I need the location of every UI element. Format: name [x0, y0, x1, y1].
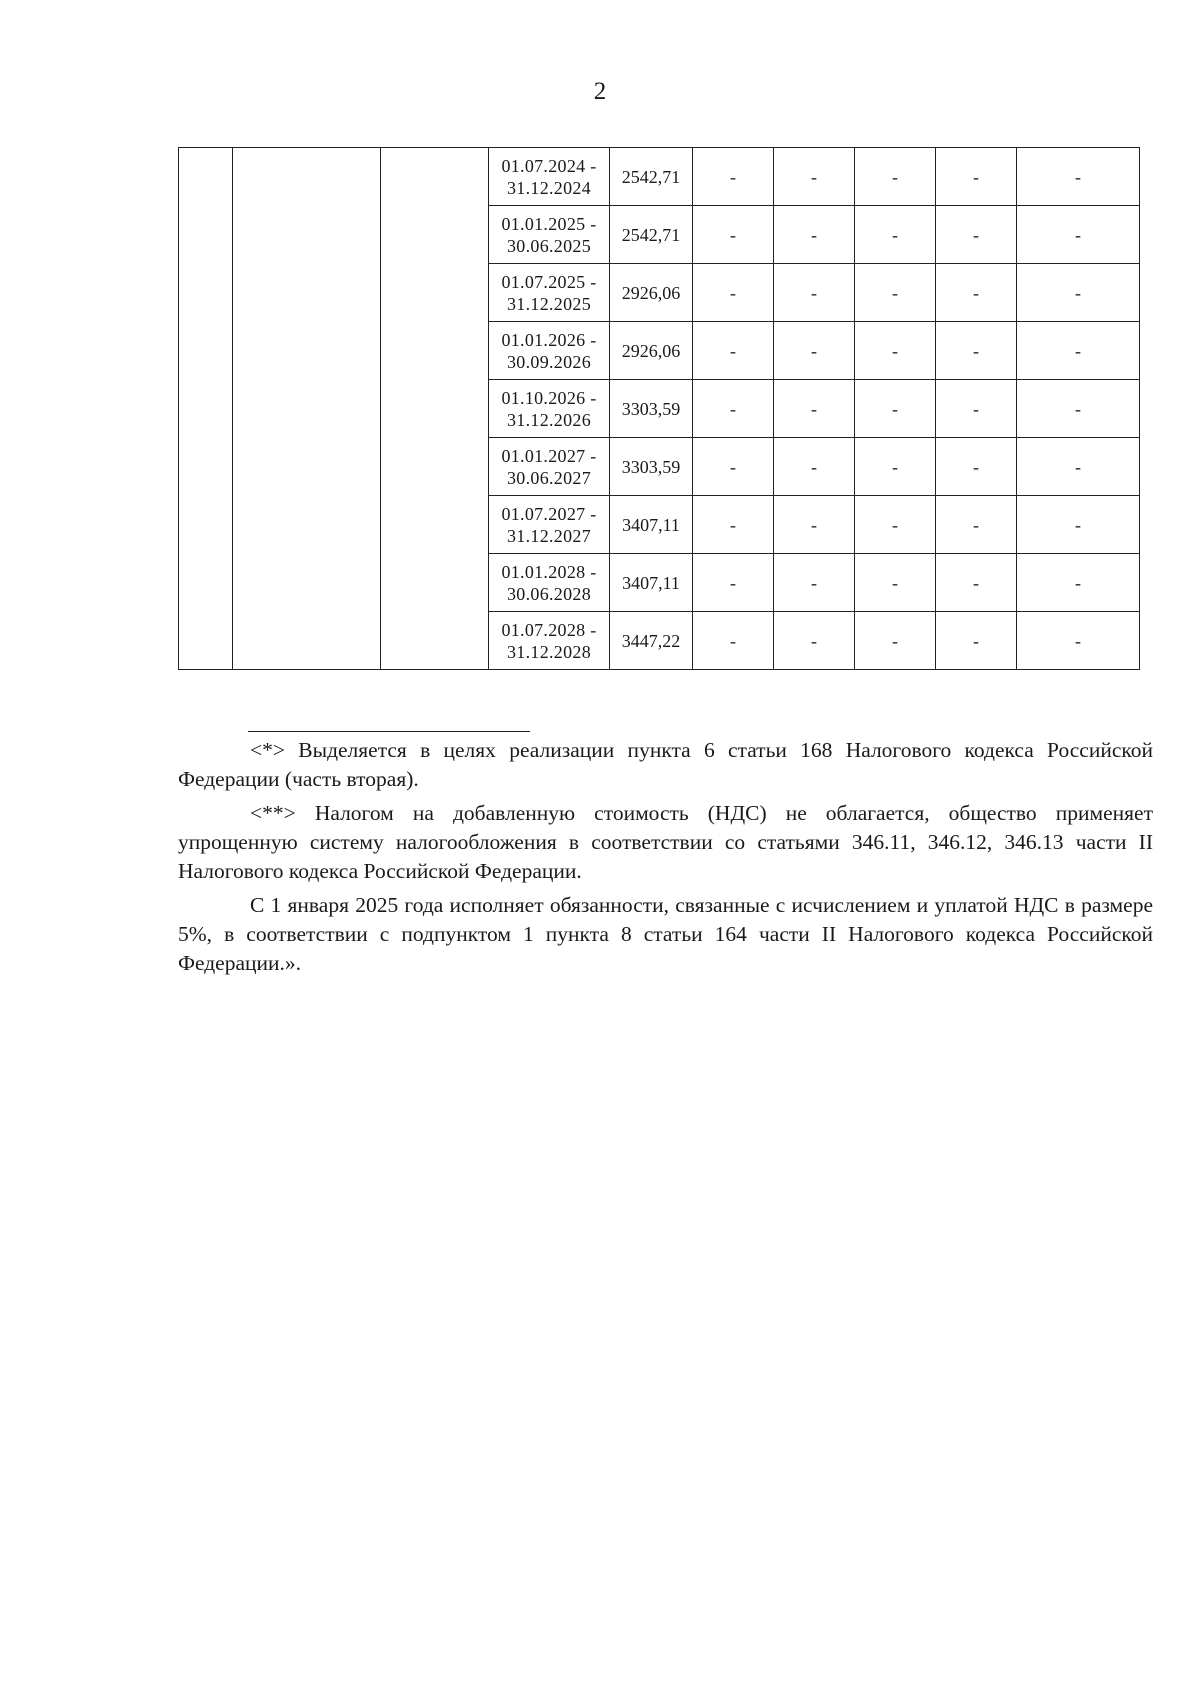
empty-value-cell: -	[1017, 380, 1140, 438]
empty-value-cell: -	[1017, 612, 1140, 670]
empty-value-cell: -	[774, 554, 855, 612]
price-cell: 3303,59	[610, 380, 693, 438]
empty-value-cell: -	[936, 264, 1017, 322]
empty-value-cell: -	[855, 380, 936, 438]
empty-value-cell: -	[936, 554, 1017, 612]
empty-value-cell: -	[774, 206, 855, 264]
blank-col-2	[233, 148, 381, 670]
period-start: 01.07.2027 -	[501, 503, 597, 524]
empty-value-cell: -	[855, 322, 936, 380]
period-cell	[489, 612, 610, 670]
period-start: 01.07.2025 -	[501, 271, 597, 292]
footnote-3: С 1 января 2025 года исполняет обязанности, связанные с исчислением и уплатой НДС в размере 5%, в соответствии с подпунктом 1 пункта 8 статьи 164 части II Налогового кодекса Российской Федерации.».	[178, 893, 1153, 975]
empty-value-cell: -	[774, 612, 855, 670]
empty-value-cell: -	[855, 206, 936, 264]
empty-value-cell: -	[774, 380, 855, 438]
table-row	[179, 148, 1140, 206]
footnotes	[178, 736, 1153, 983]
period-end: 30.09.2026	[507, 351, 591, 372]
period-end: 31.12.2028	[507, 641, 591, 662]
empty-value-cell: -	[936, 496, 1017, 554]
empty-value-cell: -	[936, 380, 1017, 438]
empty-value-cell: -	[936, 206, 1017, 264]
period-end: 31.12.2024	[507, 177, 591, 198]
empty-value-cell: -	[1017, 148, 1140, 206]
period-start: 01.01.2027 -	[501, 445, 597, 466]
empty-value-cell: -	[774, 322, 855, 380]
price-cell: 2542,71	[610, 148, 693, 206]
price-cell: 3447,22	[610, 612, 693, 670]
period-cell	[489, 206, 610, 264]
empty-value-cell: -	[693, 148, 774, 206]
empty-value-cell: -	[1017, 206, 1140, 264]
empty-value-cell: -	[693, 612, 774, 670]
tariff-table	[178, 147, 1140, 670]
period-start: 01.01.2025 -	[501, 213, 597, 234]
period-cell	[489, 496, 610, 554]
empty-value-cell: -	[774, 264, 855, 322]
price-cell: 2926,06	[610, 264, 693, 322]
period-end: 31.12.2026	[507, 409, 591, 430]
empty-value-cell: -	[693, 554, 774, 612]
footnote-1: <*> Выделяется в целях реализации пункта 6 статьи 168 Налогового кодекса Российской Федерации (часть вторая).	[178, 738, 1153, 791]
empty-value-cell: -	[936, 148, 1017, 206]
period-end: 30.06.2028	[507, 583, 591, 604]
period-end: 31.12.2027	[507, 525, 591, 546]
empty-value-cell: -	[1017, 554, 1140, 612]
period-cell	[489, 554, 610, 612]
period-cell	[489, 148, 610, 206]
price-cell: 3303,59	[610, 438, 693, 496]
empty-value-cell: -	[693, 380, 774, 438]
price-cell: 2542,71	[610, 206, 693, 264]
empty-value-cell: -	[1017, 264, 1140, 322]
empty-value-cell: -	[936, 612, 1017, 670]
footnote-2: <**> Налогом на добавленную стоимость (НДС) не облагается, общество применяет упрощенную систему налогообложения в соответствии со статьями 346.11, 346.12, 346.13 части II Налогового кодекса Российской Федерации.	[178, 801, 1153, 883]
empty-value-cell: -	[936, 322, 1017, 380]
blank-col-3	[381, 148, 489, 670]
empty-value-cell: -	[1017, 496, 1140, 554]
period-cell	[489, 380, 610, 438]
period-start: 01.07.2024 -	[501, 155, 597, 176]
empty-value-cell: -	[855, 496, 936, 554]
period-start: 01.10.2026 -	[501, 387, 597, 408]
empty-value-cell: -	[936, 438, 1017, 496]
page-number: 2	[593, 78, 607, 105]
period-start: 01.01.2026 -	[501, 329, 597, 350]
price-cell: 3407,11	[610, 554, 693, 612]
empty-value-cell: -	[1017, 322, 1140, 380]
empty-value-cell: -	[693, 496, 774, 554]
footnote-separator	[248, 731, 530, 732]
period-end: 31.12.2025	[507, 293, 591, 314]
empty-value-cell: -	[693, 206, 774, 264]
empty-value-cell: -	[1017, 438, 1140, 496]
period-end: 30.06.2027	[507, 467, 591, 488]
empty-value-cell: -	[774, 438, 855, 496]
empty-value-cell: -	[774, 496, 855, 554]
empty-value-cell: -	[855, 264, 936, 322]
period-start: 01.07.2028 -	[501, 619, 597, 640]
empty-value-cell: -	[855, 612, 936, 670]
period-cell	[489, 264, 610, 322]
period-cell	[489, 438, 610, 496]
empty-value-cell: -	[693, 264, 774, 322]
empty-value-cell: -	[855, 554, 936, 612]
price-cell: 3407,11	[610, 496, 693, 554]
empty-value-cell: -	[855, 148, 936, 206]
period-cell	[489, 322, 610, 380]
period-end: 30.06.2025	[507, 235, 591, 256]
table-body	[179, 148, 1140, 670]
empty-value-cell: -	[693, 322, 774, 380]
empty-value-cell: -	[693, 438, 774, 496]
period-start: 01.01.2028 -	[501, 561, 597, 582]
empty-value-cell: -	[774, 148, 855, 206]
price-cell: 2926,06	[610, 322, 693, 380]
blank-col-1	[179, 148, 233, 670]
empty-value-cell: -	[855, 438, 936, 496]
